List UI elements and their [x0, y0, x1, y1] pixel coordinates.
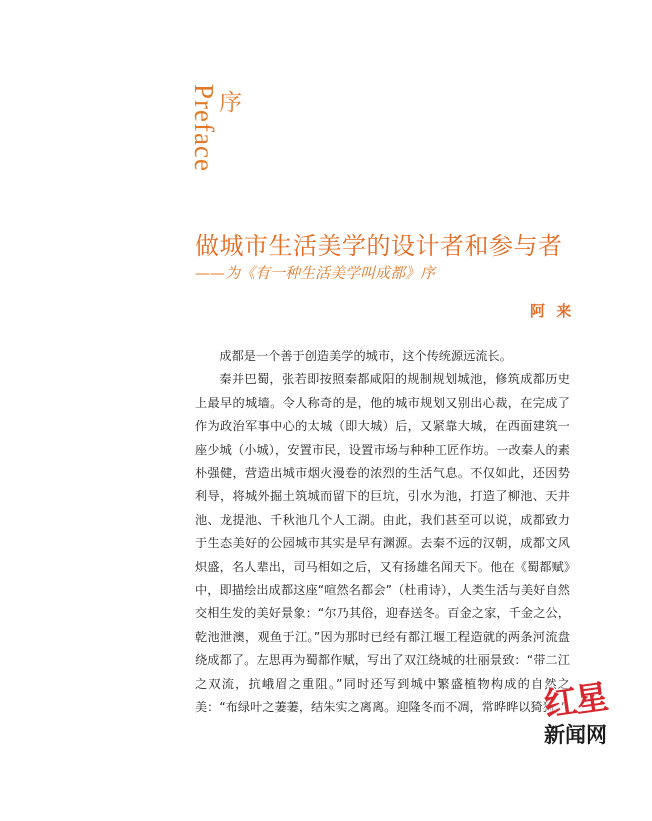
page-title: 做城市生活美学的设计者和参与者 [195, 232, 563, 260]
watermark-top-text: 红星 [541, 676, 609, 725]
paragraph-1: 成都是一个善于创造美学的城市，这个传统源远流长。 [219, 349, 512, 363]
preface-english-vertical: Preface [189, 84, 219, 172]
page-subtitle: ——为《有一种生活美学叫成都》序 [195, 264, 436, 282]
author-name: 阿 来 [530, 302, 575, 320]
body-text [195, 345, 570, 720]
paragraph-2: 秦并巴蜀，张若即按照秦都咸阳的规制规划城池，修筑成都历史上最早的城墙。令人称奇的是，他的城市规划又别出心裁，在完成了作为政治军事中心的太城（即大城）后，又紧靠大城，在西面建筑一座少城（小城），安置市民，设置市场与种种工匠作坊。一改秦人的素朴强健，营造出城市烟火漫卷的浓烈的生活气息。不仅如此，还因势利导，将城外掘土筑城而留下的巨坑，引水为池，打造了柳池、天井池、龙提池、千秋池几个人工湖。由此，我们甚至可以说，成都致力于生态美好的公园城市其实是早有渊源。去秦不远的汉朝，成都文风炽盛，名人辈出，司马相如之后，又有扬雄名闻天下。他在《蜀都赋》中，即描绘出成都这座“喧然名都会”（杜甫诗），人类生活与美好自然交相生发的美好景象：“尔乃其俗，迎春送冬。百金之家，千金之公，乾池泄澳，观鱼于江。”因为那时已经有都江堰工程造就的两条河流盘绕成都了。左思再为蜀都作赋，写出了双江绕城的壮丽景致：“带二江之双流，抗峨眉之重阻。”同时还写到城中繁盛植物构成的自然之美：“布绿叶之萋萋，结朱实之离离。迎隆冬而不凋，常晔晔以猗猗。” [195, 372, 570, 715]
preface-chinese-char: 序 [219, 90, 242, 116]
watermark-logo [540, 675, 620, 755]
watermark-bottom-text: 新闻网 [544, 722, 607, 747]
